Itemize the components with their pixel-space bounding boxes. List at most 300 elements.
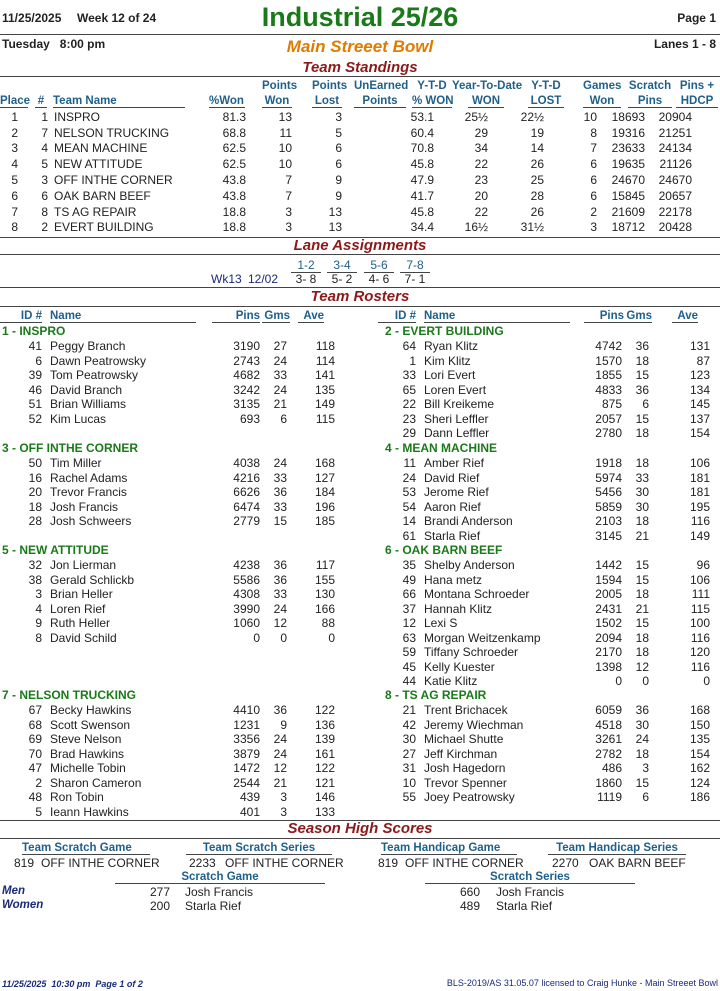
player-games: 24 <box>273 353 287 368</box>
scratch-pins: 15845 <box>611 188 645 203</box>
ytd-won: 34 <box>474 141 488 156</box>
player-name: Josh Francis <box>50 499 119 514</box>
page-number: Page 1 <box>677 11 716 25</box>
player-name: Jerome Rief <box>424 485 489 499</box>
standings-row <box>0 188 692 204</box>
roster-row <box>0 485 720 500</box>
place: 3 <box>11 141 18 156</box>
player-games: 15 <box>273 514 287 528</box>
player-average: 100 <box>689 616 710 630</box>
ytd-lost: 25 <box>530 173 544 188</box>
unearned-points <box>342 141 382 157</box>
player-games: 15 <box>635 572 649 587</box>
pct-won: 62.5 <box>222 141 246 156</box>
team-number: 7 <box>41 125 48 140</box>
ytd-lost: 26 <box>530 157 544 172</box>
roster-team-title: 4 - MEAN MACHINE <box>385 441 498 455</box>
unearned-points <box>342 220 382 236</box>
player-games: 36 <box>273 558 287 572</box>
player-pins: 1918 <box>595 456 622 470</box>
hdcp-pins: 21251 <box>658 125 692 140</box>
player-name: Sheri Leffler <box>424 411 489 426</box>
player-average: 88 <box>321 616 335 630</box>
ytd-pct-won: 45.8 <box>410 157 434 172</box>
unearned-points <box>342 172 382 188</box>
team-scratch-game-score: 819 <box>14 856 35 870</box>
player-id: 46 <box>28 382 42 397</box>
player-pins: 693 <box>239 411 260 426</box>
player-games: 33 <box>635 470 649 485</box>
player-pins: 2005 <box>595 587 622 601</box>
player-pins: 5859 <box>595 499 622 514</box>
player-pins: 439 <box>239 790 260 804</box>
player-id: 67 <box>28 703 42 717</box>
player-average: 146 <box>314 790 335 804</box>
player-name: Trevor Spenner <box>424 775 507 790</box>
ytd-lost: 19 <box>530 125 544 140</box>
scratch-pins: 23633 <box>611 141 645 156</box>
player-games: 3 <box>280 790 287 804</box>
ytd-won: 23 <box>474 173 488 188</box>
roster-row <box>0 339 720 354</box>
ytd-won: 22 <box>474 204 488 219</box>
player-id: 44 <box>402 674 416 688</box>
player-name: Shelby Anderson <box>424 558 515 572</box>
player-id: 61 <box>402 528 416 543</box>
team-handicap-game-label: Team Handicap Game <box>381 842 517 855</box>
team-scratch-game-label: Team Scratch Game <box>22 842 150 855</box>
roster-row <box>0 529 720 544</box>
games-won: 6 <box>590 157 597 172</box>
games-won: 8 <box>590 125 597 140</box>
player-games: 30 <box>635 717 649 732</box>
player-games: 15 <box>635 558 649 572</box>
player-average: 118 <box>315 339 335 353</box>
points-won: 10 <box>278 141 292 156</box>
player-id: 4 <box>35 601 42 616</box>
player-pins: 875 <box>601 397 622 411</box>
player-pins: 401 <box>239 804 260 819</box>
individual-scratch-series-label: Scratch Series <box>425 871 635 884</box>
player-pins: 3990 <box>233 601 260 616</box>
player-pins: 2743 <box>233 353 260 368</box>
player-id: 30 <box>402 732 416 746</box>
player-pins: 2544 <box>233 775 260 790</box>
player-name: Morgan Weitzenkamp <box>424 630 541 645</box>
unearned-points <box>342 156 382 172</box>
player-average: 185 <box>314 514 335 528</box>
player-id: 23 <box>402 411 416 426</box>
player-name: Steve Nelson <box>50 732 122 746</box>
player-pins: 2094 <box>595 630 622 645</box>
report-date: 11/25/2025 <box>2 11 62 25</box>
standings-row <box>0 220 692 236</box>
player-id: 37 <box>402 601 416 616</box>
player-pins: 5974 <box>595 470 622 485</box>
player-games: 6 <box>280 411 287 426</box>
player-pins: 3242 <box>233 382 260 397</box>
ytd-lost: 31½ <box>520 220 544 235</box>
place: 4 <box>11 157 18 172</box>
points-won: 13 <box>278 109 292 124</box>
team-scratch-series-score: 2233 <box>189 856 216 870</box>
standings-row <box>0 156 692 172</box>
player-id: 11 <box>403 456 416 470</box>
points-lost: 3 <box>335 109 342 124</box>
player-average: 161 <box>314 746 335 761</box>
player-name: Hannah Klitz <box>424 601 493 616</box>
player-average: 149 <box>689 528 710 543</box>
lane-header-3-4: 3-4 <box>327 258 357 273</box>
points-lost: 6 <box>335 157 342 172</box>
player-games: 15 <box>635 775 649 790</box>
player-name: Ieann Hawkins <box>50 804 129 819</box>
roster-row <box>0 587 720 602</box>
player-name: David Rief <box>424 470 480 485</box>
player-pins: 1442 <box>595 558 622 572</box>
roster-row <box>0 514 720 529</box>
roster-team-title: 2 - EVERT BUILDING <box>385 324 504 338</box>
team-handicap-series-team: OAK BARN BEEF <box>589 856 686 870</box>
player-id: 14 <box>402 514 416 528</box>
unearned-points <box>342 125 382 141</box>
player-id: 68 <box>28 717 42 732</box>
player-average: 196 <box>314 499 335 514</box>
roster-row <box>0 412 720 427</box>
team-number: 3 <box>41 173 48 188</box>
team-scratch-series-team: OFF INTHE CORNER <box>225 856 344 870</box>
player-average: 166 <box>314 601 335 616</box>
standings-row <box>0 172 692 188</box>
lanes-divider <box>0 254 720 255</box>
team-scratch-game-team: OFF INTHE CORNER <box>41 856 160 870</box>
team-handicap-game-score: 819 <box>378 856 399 870</box>
player-pins: 2779 <box>233 514 260 528</box>
player-id: 38 <box>28 572 42 587</box>
roster-row <box>0 602 720 617</box>
player-pins: 2782 <box>595 746 622 761</box>
player-games: 21 <box>635 601 649 616</box>
player-id: 66 <box>402 587 416 601</box>
player-name: Amber Rief <box>424 456 485 470</box>
player-pins: 6474 <box>233 499 260 514</box>
footer-left: 11/25/2025 10:30 pm Page 1 of 2 <box>2 979 143 989</box>
player-name: Josh Schweers <box>50 514 132 528</box>
player-id: 69 <box>28 732 42 746</box>
player-average: 162 <box>689 761 710 775</box>
rosters-title: Team Rosters <box>310 288 410 305</box>
team-number: 8 <box>41 204 48 219</box>
player-games: 18 <box>635 514 649 528</box>
player-games: 6 <box>642 397 649 411</box>
player-games: 24 <box>273 382 287 397</box>
standings-table <box>0 109 692 235</box>
games-won: 2 <box>590 204 597 219</box>
player-id: 6 <box>35 353 42 368</box>
men-game-name: Josh Francis <box>185 885 254 899</box>
games-won: 7 <box>590 141 597 156</box>
points-won: 7 <box>285 188 292 203</box>
unearned-points <box>342 109 382 125</box>
player-pins: 4308 <box>233 587 260 601</box>
player-average: 111 <box>691 587 710 601</box>
men-series-score: 660 <box>460 885 481 899</box>
player-id: 42 <box>402 717 416 732</box>
ytd-won: 25½ <box>464 109 488 124</box>
player-average: 96 <box>696 558 710 572</box>
standings-divider <box>0 76 720 77</box>
team-name: NEW ATTITUDE <box>54 157 143 172</box>
player-average: 195 <box>689 499 710 514</box>
hdcp-pins: 21126 <box>659 157 692 172</box>
roster-row <box>0 456 720 471</box>
hdcp-pins: 24134 <box>658 141 692 156</box>
roster-row <box>0 368 720 383</box>
games-won: 3 <box>590 220 597 235</box>
ytd-pct-won: 45.8 <box>410 204 434 219</box>
roster-row <box>0 558 720 573</box>
player-id: 65 <box>402 382 416 397</box>
player-games: 24 <box>635 732 649 746</box>
player-games: 24 <box>273 456 287 470</box>
player-name: Loren Rief <box>50 601 106 616</box>
place: 1 <box>11 109 18 124</box>
player-average: 136 <box>314 717 335 732</box>
team-name: NELSON TRUCKING <box>54 125 170 140</box>
player-name: Dawn Peatrowsky <box>50 353 147 368</box>
player-games: 27 <box>273 339 287 353</box>
player-id: 22 <box>402 397 416 411</box>
player-id: 5 <box>35 804 42 819</box>
roster-row <box>0 471 720 486</box>
player-id: 55 <box>402 790 416 804</box>
player-games: 0 <box>280 630 287 645</box>
player-pins: 3145 <box>595 528 622 543</box>
lanes-date: 12/02 <box>248 272 279 286</box>
player-name: Kim Klitz <box>424 353 471 368</box>
player-games: 12 <box>273 616 287 630</box>
roster-team-title: 3 - OFF INTHE CORNER <box>2 441 139 455</box>
player-name: Tim Miller <box>50 456 102 470</box>
team-number: 4 <box>41 141 48 156</box>
points-lost: 9 <box>335 188 342 203</box>
player-name: Brad Hawkins <box>50 746 125 761</box>
points-lost: 6 <box>335 141 342 156</box>
player-name: Rachel Adams <box>50 470 128 485</box>
player-pins: 3356 <box>233 732 260 746</box>
player-games: 30 <box>635 485 649 499</box>
team-handicap-game-team: OFF INTHE CORNER <box>405 856 524 870</box>
lane-pair: 5- 2 <box>331 272 353 286</box>
scratch-pins: 18712 <box>611 220 645 235</box>
player-name: Peggy Branch <box>50 339 126 353</box>
player-id: 32 <box>28 558 42 572</box>
player-pins: 1398 <box>595 659 622 674</box>
player-id: 12 <box>402 616 416 630</box>
player-pins: 4682 <box>233 368 260 382</box>
player-pins: 2431 <box>595 601 622 616</box>
player-name: Dann Leffler <box>424 426 490 440</box>
scratch-pins: 19635 <box>611 157 645 172</box>
player-id: 54 <box>402 499 416 514</box>
player-games: 36 <box>273 572 287 587</box>
league-title: Industrial 25/26 <box>261 2 459 32</box>
player-average: 116 <box>690 659 710 674</box>
roster-row <box>0 573 720 588</box>
player-average: 181 <box>689 485 710 499</box>
player-games: 18 <box>635 587 649 601</box>
roster-row <box>0 383 720 398</box>
player-name: David Schild <box>50 630 117 645</box>
roster-row <box>0 732 720 747</box>
player-name: Michelle Tobin <box>50 761 126 775</box>
men-game-score: 277 <box>150 885 171 899</box>
games-won: 10 <box>583 109 597 124</box>
player-pins: 2057 <box>595 411 622 426</box>
player-name: Montana Schroeder <box>424 587 530 601</box>
player-average: 131 <box>689 339 710 353</box>
player-id: 64 <box>402 339 416 353</box>
player-name: Aaron Rief <box>424 499 481 514</box>
pct-won: 18.8 <box>222 204 246 219</box>
player-games: 21 <box>273 775 287 790</box>
ytd-lost: 28 <box>530 188 544 203</box>
player-name: Scott Swenson <box>50 717 131 732</box>
player-id: 2 <box>35 775 42 790</box>
player-games: 15 <box>635 368 649 382</box>
place: 2 <box>11 125 18 140</box>
points-lost: 5 <box>335 125 342 140</box>
player-pins: 5456 <box>595 485 622 499</box>
player-id: 31 <box>402 761 416 775</box>
player-average: 155 <box>314 572 335 587</box>
player-average: 150 <box>689 717 710 732</box>
lanes-week: Wk13 <box>211 272 242 286</box>
team-name: OFF INTHE CORNER <box>54 173 173 188</box>
place: 5 <box>11 173 18 188</box>
player-pins: 2780 <box>595 426 622 440</box>
scratch-pins: 24670 <box>611 173 645 188</box>
player-name: Jeff Kirchman <box>424 746 498 761</box>
roster-team-title: 1 - INSPRO <box>2 324 66 338</box>
player-id: 21 <box>402 703 416 717</box>
roster-row <box>0 718 720 733</box>
player-average: 139 <box>314 732 335 746</box>
points-won: 7 <box>285 173 292 188</box>
lane-pair: 3- 8 <box>295 272 317 286</box>
lane-header-5-6: 5-6 <box>364 258 394 273</box>
roster-row <box>0 660 720 675</box>
player-average: 168 <box>314 456 335 470</box>
player-average: 135 <box>689 732 710 746</box>
player-pins: 4833 <box>595 382 622 397</box>
player-games: 24 <box>273 601 287 616</box>
roster-row <box>0 500 720 515</box>
roster-team-title: 6 - OAK BARN BEEF <box>385 543 503 557</box>
player-id: 9 <box>35 616 42 630</box>
ytd-lost: 26 <box>530 204 544 219</box>
hdcp-pins: 22178 <box>658 204 692 219</box>
player-name: David Branch <box>50 382 123 397</box>
player-id: 53 <box>402 485 416 499</box>
player-average: 122 <box>314 703 335 717</box>
ytd-pct-won: 53.1 <box>410 109 434 124</box>
player-average: 124 <box>689 775 710 790</box>
player-pins: 1231 <box>233 717 260 732</box>
standings-title: Team Standings <box>302 59 418 76</box>
roster-row <box>0 674 720 689</box>
player-id: 41 <box>28 339 42 353</box>
roster-team-title: 7 - NELSON TRUCKING <box>2 688 137 702</box>
roster-row <box>0 776 720 791</box>
lane-pair: 4- 6 <box>368 272 390 286</box>
player-pins: 4518 <box>595 717 622 732</box>
player-id: 50 <box>28 456 42 470</box>
player-average: 137 <box>689 411 710 426</box>
player-average: 181 <box>689 470 710 485</box>
player-games: 12 <box>273 761 287 775</box>
player-games: 18 <box>635 426 649 440</box>
player-games: 18 <box>635 645 649 659</box>
points-won: 10 <box>278 157 292 172</box>
player-name: Brian Heller <box>50 587 113 601</box>
player-id: 59 <box>402 645 416 659</box>
player-id: 35 <box>402 558 416 572</box>
player-name: Bill Kreikeme <box>424 397 495 411</box>
player-pins: 6059 <box>595 703 622 717</box>
women-game-name: Starla Rief <box>185 899 242 913</box>
player-games: 18 <box>635 746 649 761</box>
player-average: 87 <box>696 353 710 368</box>
scratch-pins: 21609 <box>611 204 645 219</box>
player-pins: 3879 <box>233 746 260 761</box>
lanes-title: Lane Assignments <box>293 237 427 254</box>
player-average: 134 <box>689 382 710 397</box>
unearned-points <box>342 188 382 204</box>
points-won: 3 <box>285 220 292 235</box>
player-average: 123 <box>689 368 710 382</box>
player-average: 154 <box>689 426 710 440</box>
ytd-pct-won: 60.4 <box>410 125 434 140</box>
player-games: 33 <box>273 499 287 514</box>
player-games: 33 <box>273 368 287 382</box>
player-name: Josh Hagedorn <box>424 761 506 775</box>
player-games: 36 <box>635 382 649 397</box>
player-average: 106 <box>689 572 710 587</box>
player-average: 133 <box>314 804 335 819</box>
player-name: Brian Williams <box>50 397 127 411</box>
roster-row <box>0 761 720 776</box>
player-average: 106 <box>689 456 710 470</box>
points-lost: 9 <box>335 173 342 188</box>
player-id: 20 <box>28 485 42 499</box>
player-pins: 1570 <box>595 353 622 368</box>
player-pins: 4038 <box>233 456 260 470</box>
ytd-won: 16½ <box>464 220 488 235</box>
player-pins: 3261 <box>595 732 622 746</box>
player-average: 145 <box>689 397 710 411</box>
player-name: Jon Lierman <box>50 558 117 572</box>
player-name: Jeremy Wiechman <box>424 717 524 732</box>
player-average: 117 <box>315 558 335 572</box>
women-game-score: 200 <box>150 899 171 913</box>
player-games: 21 <box>635 528 649 543</box>
player-games: 36 <box>273 703 287 717</box>
high-scores-divider <box>0 838 720 839</box>
player-pins: 1502 <box>595 616 622 630</box>
roster-row <box>0 616 720 631</box>
team-handicap-series-label: Team Handicap Series <box>548 842 686 855</box>
